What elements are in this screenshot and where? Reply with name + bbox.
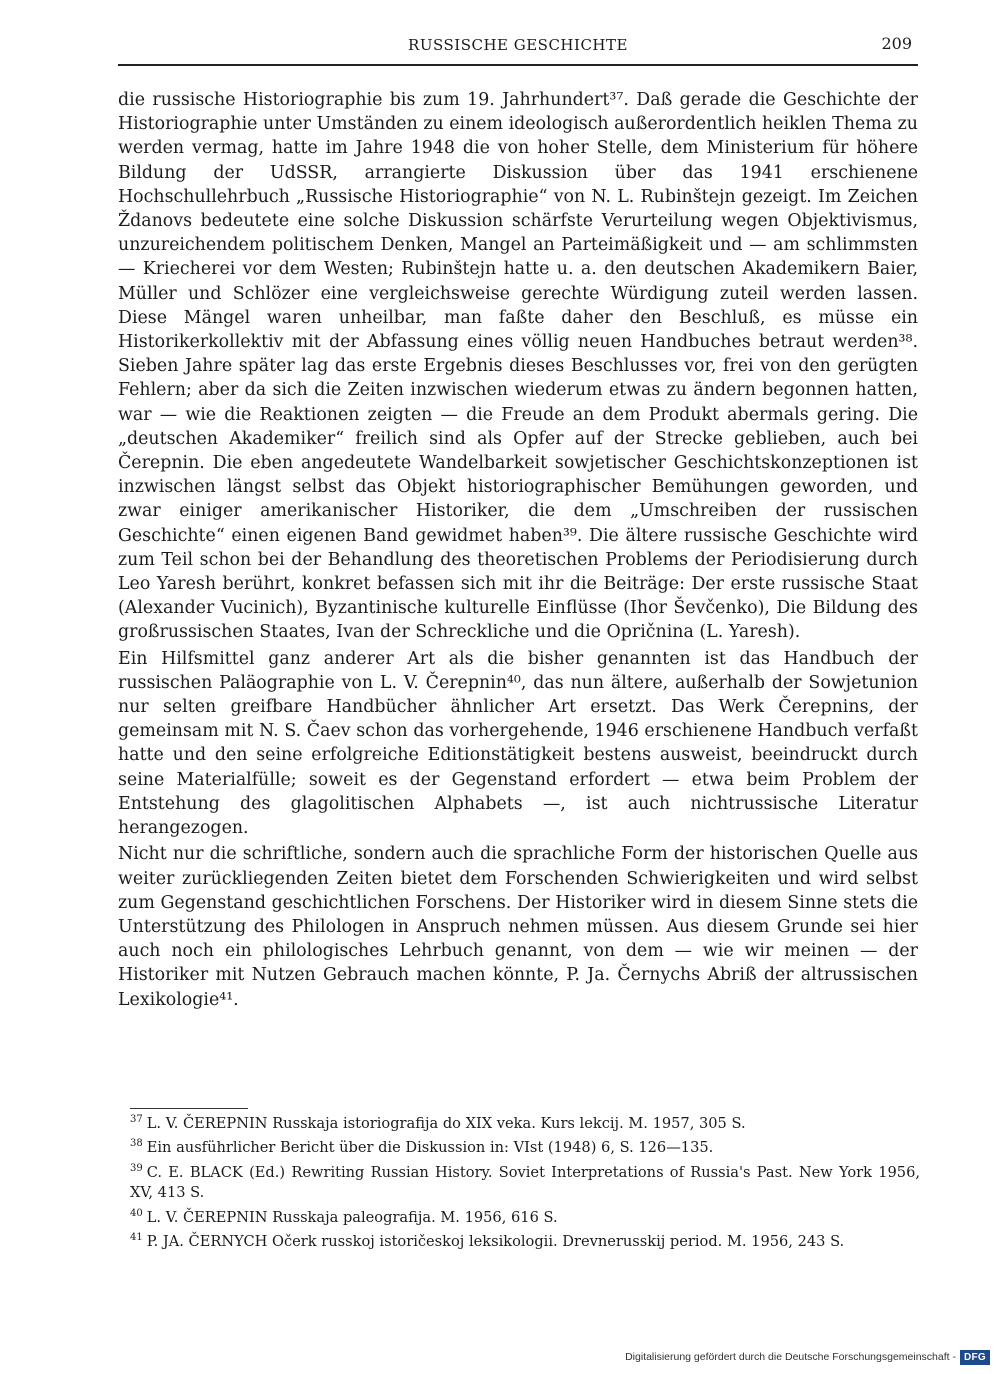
- paragraph-3: Nicht nur die schriftliche, sondern auch die sprachliche Form der historischen Quelle aus weiter zurückliegenden Zeiten bietet dem Forschenden Schwierigkeiten und wird selbst zum Gegenstand geschichtlichen Forschens. Der Historiker wird in diesem Sinne stets die Unterstützung des Philologen in Anspruch nehmen müssen. Aus diesem Grunde sei hier auch noch ein philologisches Lehrbuch genannt, von dem — wie wir meinen — der Historiker mit Nutzen Gebrauch machen könnte, P. Ja. Černychs Abriß der altrussischen Lexikologie⁴¹.: [118, 844, 918, 1010]
- footnote-37: [130, 1110, 920, 1134]
- footnote-text: L. V. ČEREPNIN Russkaja istoriografija do XIX veka. Kurs lekcij. M. 1957, 305 S.: [146, 1114, 746, 1132]
- digitization-notice: [625, 1348, 990, 1366]
- footnote-number: 37: [130, 1114, 143, 1125]
- footnote-40: [130, 1204, 920, 1228]
- footnote-39: [130, 1159, 920, 1204]
- footnotes: [130, 1110, 920, 1253]
- paragraph-2: Ein Hilfsmittel ganz anderer Art als die bisher genannten ist das Handbuch der russischen Paläographie von L. V. Čerepnin⁴⁰, das nun ältere, außerhalb der Sowjetunion nur selten greifbare Handbücher ähnlicher Art ersetzt. Das Werk Čerepnins, der gemeinsam mit N. S. Čaev schon das vorhergehende, 1946 erschienene Handbuch verfaßt hatte und den seine erfolgreiche Editionstätigkeit bestens ausweist, beeindruckt durch seine Materialfülle; soweit es der Gegenstand erfordert — etwa beim Problem der Entstehung des glagolitischen Alphabets —, ist auch nichtrussische Literatur herangezogen.: [118, 648, 918, 839]
- footnote-41: [130, 1228, 920, 1252]
- running-title: RUSSISCHE GESCHICHTE: [408, 36, 628, 54]
- footnote-text: L. V. ČEREPNIN Russkaja paleografija. M. 1956, 616 S.: [146, 1208, 558, 1226]
- body-text: [118, 88, 918, 1012]
- footnote-separator: [130, 1108, 248, 1109]
- footnote-text: Ein ausführlicher Bericht über die Diskussion in: VIst (1948) 6, S. 126—135.: [146, 1139, 714, 1157]
- footnote-number: 41: [130, 1232, 143, 1244]
- footnote-number: 38: [130, 1138, 143, 1150]
- footnote-text: C. E. BLACK (Ed.) Rewriting Russian History. Soviet Interpretations of Russia's Past. New York 1956, XV, 413 S.: [130, 1163, 920, 1202]
- footnote-number: 39: [130, 1162, 143, 1174]
- footnote-text: P. JA. ČERNYCH Očerk russkoj istoričeskoj leksikologii. Drevnerusskij period. M. 1956, 243 S.: [146, 1233, 845, 1251]
- footnote-38: [130, 1134, 920, 1158]
- dfg-logo-icon: DFG: [960, 1350, 990, 1365]
- digitization-text: Digitalisierung gefördert durch die Deutsche Forschungsgemeinschaft -: [625, 1351, 956, 1363]
- page-number: 209: [881, 34, 912, 53]
- page-header: [118, 34, 918, 66]
- footnote-number: 40: [130, 1207, 143, 1219]
- paragraph-1: die russische Historiographie bis zum 19. Jahrhundert³⁷. Daß gerade die Geschichte der Historiographie unter Umständen zu einem ideologisch außerordentlich heiklen Thema zu werden vermag, hatte im Jahre 1948 die von hoher Stelle, dem Ministerium für höhere Bildung der UdSSR, arrangierte Diskussion über das 1941 erschienene Hochschullehrbuch „Russische Historiographie“ von N. L. Rubinštejn gezeigt. Im Zeichen Ždanovs bedeutete eine solche Diskussion schärfste Verurteilung wegen Objektivismus, unzureichendem politischem Denken, Mangel an Parteimäßigkeit und — am schlimmsten — Kriecherei vor dem Westen; Rubinštejn hatte u. a. den deutschen Akademikern Baier, Müller und Schlözer eine vergleichsweise gerechte Würdigung zuteil werden lassen. Diese Mängel waren unheilbar, man faßte daher den Beschluß, es müsse ein Historikerkollektiv mit der Abfassung eines völlig neuen Handbuches betraut werden³⁸. Sieben Jahre später lag das erste Ergebnis dieses Beschlusses vor, frei von den gerügten Fehlern; aber da sich die Zeiten inzwischen wiederum etwas zu ändern begonnen hatten, war — wie die Reaktionen zeigten — die Freude an dem Produkt abermals gering. Die „deutschen Akademiker“ freilich sind als Opfer auf der Strecke geblieben, auch bei Čerepnin. Die eben angedeutete Wandelbarkeit sowjetischer Geschichtskonzeptionen ist inzwischen längst selbst das Objekt historiographischer Bemühungen geworden, und zwar einiger amerikanischer Historiker, die dem „Umschreiben der russischen Geschichte“ einen eigenen Band gewidmet haben³⁹. Die ältere russische Geschichte wird zum Teil schon bei der Behandlung des theoretischen Problems der Periodisierung durch Leo Yaresh berührt, konkret befassen sich mit ihr die Beiträge: Der erste russische Staat (Alexander Vucinich), Byzantinische kulturelle Einflüsse (Ihor Ševčenko), Die Bildung des großrussischen Staates, Ivan der Schreckliche und die Opričnina (L. Yaresh).: [118, 90, 918, 643]
